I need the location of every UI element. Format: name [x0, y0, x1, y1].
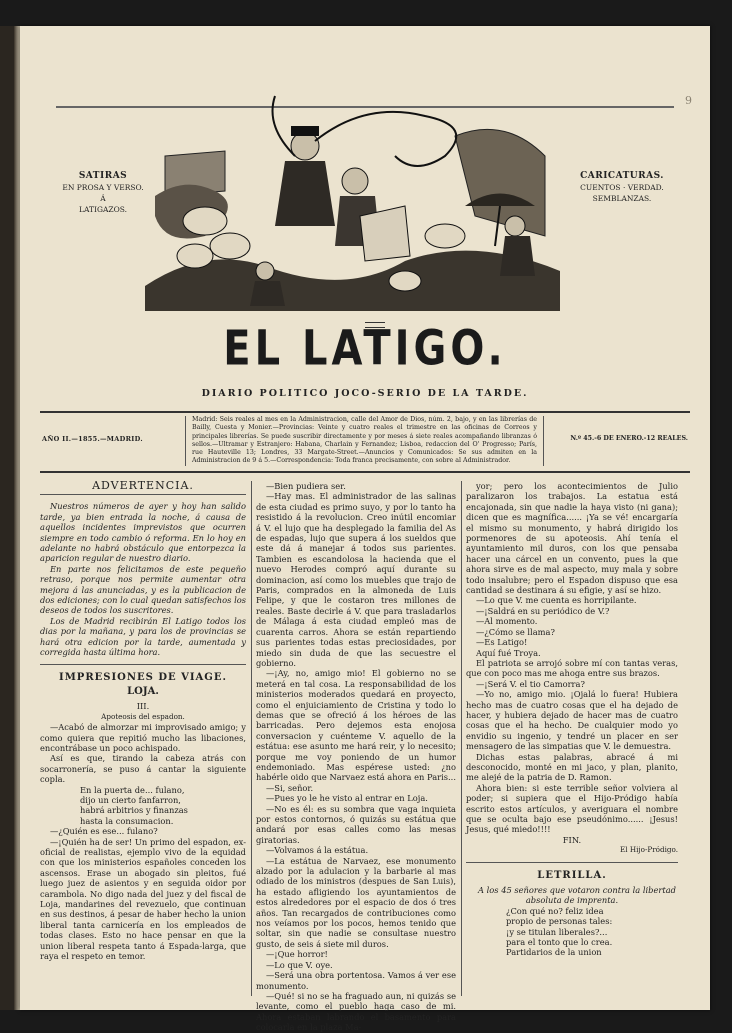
info-band: [40, 411, 690, 473]
divider: [466, 862, 678, 863]
column-2: [256, 481, 456, 1033]
dialogue-line: —La estátua de Narvaez, ese monumento alzado por la adulacion y la barbarie al mas odiado de los ministros (despues de San Luis), ha estado afligiendo los ayuntamientos de estos alrededores por el espacio de dos ó tres años. Tan recargados de contribuciones como nos veíamos por los pocos, hemos tenido que soltar, sin que nadie se consultase nuestro gusto, de seis á siete mil duros.: [256, 855, 456, 949]
body-line: yor; pero los acontecimientos de Julio paralizaron los trabajos. La estatua está encajonada, sin que nadie la haya visto (ni gana); dicen que es magnífica...... ¡Ya se vé! encargaría el mismo su monumento, y habrá dirigido los pormenores de su apoteosis. Ahí tenía el ayuntamiento mil duros, con los que pensaba hacer una cárcel en un convento, pues la que ahora sirve es de mal aspecto, muy mala y sobre todo insalubre; pero el Espadon dispuso que esa cantidad se destinara á su efigie, y así se hizo.: [466, 481, 678, 596]
subscription-info: Madrid: Seis reales al mes en la Administracion, calle del Amor de Dios, núm. 2, bajo, y en las librerías de Bailly, Cuesta y Monier.—Provincias: Veinte y cuatro reales el trimestre en las oficinas de Correos y principales librerías. Se puede suscribir directamente y por meses á siete reales acompañando libranzas ó sellos.—Ultramar y Estranjero: Habana, Charlain y Fernandez; Lisboa, redaccion del O' Progresso; París, rue Hauteville 13; Londres, 33 Margate-Street.—Anuncios y Comunicados: Se sus admiten en la Administracion de 9 á 5.—Correspondencia: Toda franca precisamente, con sobre al Administrador.: [185, 416, 544, 466]
body-line: —Yo no, amigo mio. ¡Ojalá lo fuera! Hubiera hecho mas de cuatro cosas que el ha dejado de hacer, y hubiera dejado de hacer mas de cuatro cosas que el ha hecho. De cualquier modo yo envidio su ingenio, y tendré un placer en ser mensagero de las simpatias que V. le demuestra.: [466, 689, 678, 752]
verse-line: Partidarios de la union: [506, 947, 602, 958]
letrilla-dedication: A los 45 señores que votaron contra la libertad absoluta de imprenta.: [478, 885, 676, 906]
masthead-subtitle: DIARIO POLITICO JOCO-SERIO DE LA TARDE.: [201, 388, 529, 399]
dialogue-line: —Hay mas. El administrador de las salinas de esta ciudad es primo suyo, y por lo tanto ha resistido á la revolucion. Creo inútil encomiar á V. el lujo que ha desplegado la familia del As de espadas, lujo que supera á los sueldos que este dá á manejar á todos sus parientes. Tambien es escandolosa la hacienda que el nuevo Herodes compró aquí durante su dominacion, así como los muebles que trajo de Paris, comprados en la almoneda de Luis Felipe, y que le costaron tres millones de reales. Baste decirle á V. que para trasladarlos de Málaga á esta ciudad empleó mas de cuarenta carros. Ahora se están repartiendo sus parientes todas estas preciosidades, por miedo sin duda de que las secuestre el gobierno.: [256, 491, 456, 668]
column-1: [40, 481, 246, 981]
dialogue-line: —Volvamos á la estátua.: [266, 845, 369, 856]
verse-line: dijo un cierto fanfarron,: [80, 794, 181, 805]
divider: [40, 664, 246, 665]
issue-info: N.º 45.-6 DE ENERO.-12 REALES.: [570, 435, 688, 442]
dialogue-line: —¡Que horror!: [266, 949, 328, 960]
body-line: —Lo que V. me cuenta es horripilante.: [476, 595, 637, 606]
advertencia-p2: En parte nos felicitamos de este pequeño retraso, porque nos permite aumentar otra mejora á las anunciadas, y es la publicacion de dos ediciones; con lo cual quedan satisfechos los deseos de todos los suscritores.: [40, 563, 246, 616]
body-line: —¿Cómo se llama?: [476, 626, 555, 637]
body-p3: —¿Quién es ese... fulano?: [50, 826, 158, 837]
verse-line: para el tonto que lo crea.: [506, 937, 613, 948]
chapter-number: III.: [136, 701, 150, 712]
left-tagline-title: SATIRAS: [78, 171, 128, 181]
advertencia-p3: Los de Madrid recibirán El Latigo todos los dias por la mañana, y para los de provincias se hará otra edicion por la tarde, aumentada y corregida hasta última hora.: [40, 615, 246, 658]
letrilla-title: LETRILLA.: [537, 869, 607, 881]
verse-line: En la puerta de... fulano,: [80, 784, 185, 795]
left-tagline-line1: EN PROSA Y VERSO.: [62, 183, 144, 192]
body-line: —Es Latigo!: [476, 637, 528, 648]
body-p4: —¡Quién ha de ser! Un primo del espadon, ex-oficial de realistas, ejemplo vivo de la equidad con que los ministerios españoles conceden los ascensos. Erase un abogado sin pleitos, fué luego juez de asientos y en seguida oidor por carambola. No digo nada del juez y del fiscal de Loja, mandarines del revezuelo, que continuan en sus destinos, á pesar de haber hecho la union liberal tanta carnicería en los empleados de todas clases. Esto no hace pensar en que la union liberal respeta tanto á Espada-larga, que raya el respeto en temor.: [40, 836, 246, 962]
verse-line: hasta la consumacion.: [80, 815, 174, 826]
body-line: —¡Saldrá en su periódico de V.?: [476, 605, 610, 616]
verse-line: propio de personas tales:: [506, 916, 613, 927]
dialogue-line: —Será una obra portentosa. Vamos á ver ese monumento.: [256, 970, 456, 991]
impresiones-title: IMPRESIONES DE VIAGE.: [59, 671, 227, 683]
page-number: 9: [685, 94, 692, 107]
body-line: El patriota se arrojó sobre mí con tantas veras, que con poco mas me ahoga entre sus brazos.: [466, 657, 678, 679]
column-rule-2: [461, 481, 462, 996]
dialogue-line: —Lo que V. oye.: [266, 959, 333, 970]
book-spine: [0, 26, 20, 1010]
right-tagline-title: CARICATURAS.: [580, 171, 664, 181]
column-3: [466, 481, 678, 961]
body-p1: —Acabó de almorzar mi improvisado amigo; y como quiera que repitió mucho las libaciones, encontrábase un poco achispado.: [40, 722, 246, 753]
chapter-title: Apoteosis del espadon.: [101, 711, 185, 721]
body-line: —¡Será V. el tio Camorra?: [476, 678, 585, 689]
body-line: —Al momento.: [476, 616, 538, 627]
masthead-title: EL LATIGO.: [223, 321, 507, 377]
loja-heading: LOJA.: [127, 685, 159, 697]
dialogue-line: —Qué! si no se ha fraguado aun, ni quizás se levante, como el pueblo haga caso de mi. Ahora estaban labrando el basamento para colocarla en la plaza Ma-: [256, 990, 456, 1033]
advertencia-title: ADVERTENCIA.: [40, 481, 246, 495]
left-tagline-line2: Á: [100, 194, 106, 203]
column-rule-1: [251, 481, 252, 996]
dialogue-line: —¡Ay, no, amigo mio! El gobierno no se meterá en tal cosa. La responsabilidad de los ministerios moderados quedará en proyecto, como el enjuiciamiento de Cristina y todo lo demas que se ofreció á los héroes de las barricadas. Pero dejemos esta enojosa conversacion y cuénteme V. aquello de la estátua: ese asunto me hará reir, y lo necesito; porque me voy poniendo de un humor endemoniado. Mas espérese usted: ¿no habérle oido que Narvaez está ahora en Paris...: [256, 668, 456, 783]
dialogue-line: —Si, señor.: [266, 782, 314, 793]
signature: El Hijo-Pródigo.: [620, 845, 678, 855]
dialogue-line: —No es él: es su sombra que vaga inquieta por estos contornos, ó quizás su estátua que andará por esas calles como las mesas giratorias.: [256, 803, 456, 845]
advertencia-p1: Nuestros números de ayer y hoy han salido tarde, ya bien entrada la noche, á causa de aquellos incidentes imprevistos que ocurren siempre en todo cambio ó reforma. En lo hoy en adelante no habrá obstáculo que entorpezca la aparicion regular de nuestro diario.: [40, 501, 246, 564]
fin-mark: FIN.: [562, 834, 582, 845]
year-place: AÑO II.—1855.—MADRID.: [42, 435, 143, 443]
caricature-illustration: [145, 96, 560, 311]
newspaper-page: [20, 26, 710, 1033]
verse-line: ¿Con qué no? feliz idea: [506, 905, 604, 916]
verse-line: habrá arbitrios y finanzas: [80, 805, 188, 816]
dialogue-line: —Bien pudiera ser.: [266, 481, 346, 491]
verse-line: ¡y se titulan liberales?...: [506, 926, 608, 937]
body-line: Ahora bien: si este terrible señor volviera al poder; si supiera que el Hijo-Pródigo había escrito estos artículos, y averiguara el nombre que se oculta bajo ese pseudónimo...... ¡Jesus! Jesus, qué miedo!!!!: [466, 782, 678, 835]
dialogue-line: —Pues yo le he visto al entrar en Loja.: [266, 793, 428, 804]
body-p2: Así es que, tirando la cabeza atrás con socarronería, se puso á cantar la siguiente copla.: [40, 753, 246, 785]
right-tagline-line2: SEMBLANZAS.: [592, 194, 652, 203]
body-line: Aquí fué Troya.: [476, 647, 541, 658]
left-tagline: [58, 171, 148, 215]
right-tagline: [572, 171, 672, 204]
left-tagline-line3: LATIGAZOS.: [79, 205, 127, 214]
right-tagline-line1: CUENTOS · VERDAD.: [580, 183, 664, 192]
body-line: Dichas estas palabras, abracé á mi desconocido, monté en mi jaco, y plan, planito, me alejé de la patria de D. Ramon.: [466, 751, 678, 783]
